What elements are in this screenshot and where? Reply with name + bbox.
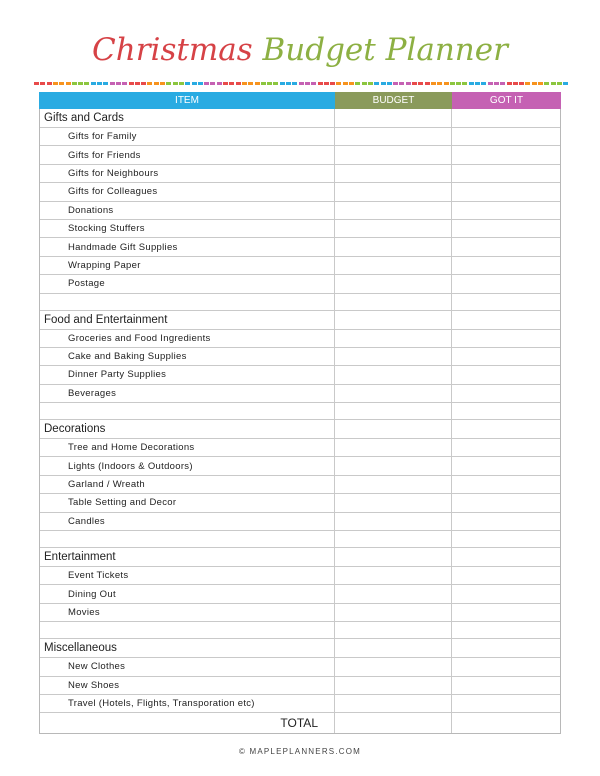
- item-row: [40, 330, 560, 348]
- budget-cell[interactable]: [335, 604, 452, 621]
- divider-dot: [141, 82, 146, 85]
- got-it-cell[interactable]: [452, 677, 560, 694]
- divider-dot: [557, 82, 562, 85]
- item-row: [40, 202, 560, 220]
- divider-dot: [513, 82, 518, 85]
- divider-dot: [563, 82, 568, 85]
- budget-cell[interactable]: [335, 713, 452, 733]
- divider-dot: [179, 82, 184, 85]
- got-it-cell[interactable]: [452, 457, 560, 474]
- divider-dot: [387, 82, 392, 85]
- budget-cell[interactable]: [335, 622, 452, 638]
- divider-dot: [437, 82, 442, 85]
- got-it-cell[interactable]: [452, 439, 560, 456]
- item-label: Garland / Wreath: [40, 476, 335, 493]
- item-label: Stocking Stuffers: [40, 220, 335, 237]
- divider-dot: [318, 82, 323, 85]
- budget-cell[interactable]: [335, 330, 452, 347]
- budget-cell[interactable]: [335, 403, 452, 419]
- divider-dot: [248, 82, 253, 85]
- budget-cell[interactable]: [335, 420, 452, 438]
- item-label: Beverages: [40, 385, 335, 402]
- divider-dot: [66, 82, 71, 85]
- divider-dot: [469, 82, 474, 85]
- category-label: Food and Entertainment: [40, 311, 335, 329]
- divider-dot: [78, 82, 83, 85]
- divider-dot: [311, 82, 316, 85]
- divider-dot: [47, 82, 52, 85]
- budget-cell[interactable]: [335, 275, 452, 292]
- category-row: [40, 420, 560, 439]
- item-label: Dining Out: [40, 585, 335, 602]
- divider-dot: [223, 82, 228, 85]
- divider-dot: [425, 82, 430, 85]
- divider-dot: [261, 82, 266, 85]
- got-it-cell[interactable]: [452, 183, 560, 200]
- divider-dot: [210, 82, 215, 85]
- divider-dot: [273, 82, 278, 85]
- budget-cell[interactable]: [335, 476, 452, 493]
- divider-dot: [324, 82, 329, 85]
- divider-dot: [305, 82, 310, 85]
- divider-dot: [185, 82, 190, 85]
- category-row: [40, 109, 560, 128]
- budget-cell[interactable]: [335, 439, 452, 456]
- item-label: Tree and Home Decorations: [40, 439, 335, 456]
- item-label: Handmade Gift Supplies: [40, 238, 335, 255]
- got-it-cell[interactable]: [452, 385, 560, 402]
- divider-dot: [551, 82, 556, 85]
- divider-dot: [84, 82, 89, 85]
- divider-dot: [444, 82, 449, 85]
- item-row: [40, 513, 560, 531]
- item-label: [40, 531, 335, 547]
- got-it-cell[interactable]: [452, 658, 560, 675]
- divider-dot: [418, 82, 423, 85]
- divider-dot: [229, 82, 234, 85]
- divider-dot: [494, 82, 499, 85]
- divider-dot: [255, 82, 260, 85]
- budget-cell[interactable]: [335, 220, 452, 237]
- got-it-cell[interactable]: [452, 238, 560, 255]
- divider-dot: [154, 82, 159, 85]
- got-it-cell[interactable]: [452, 604, 560, 621]
- item-row: [40, 494, 560, 512]
- divider-dot: [198, 82, 203, 85]
- divider-dot: [500, 82, 505, 85]
- item-label: New Shoes: [40, 677, 335, 694]
- item-row: [40, 146, 560, 164]
- item-row: [40, 238, 560, 256]
- divider-dot: [456, 82, 461, 85]
- divider-dot: [336, 82, 341, 85]
- item-row: [40, 604, 560, 622]
- item-row: [40, 658, 560, 676]
- footer-credit: © MAPLEPLANNERS.COM: [238, 747, 362, 756]
- item-label: Donations: [40, 202, 335, 219]
- divider-dot: [519, 82, 524, 85]
- category-label: Miscellaneous: [40, 639, 335, 657]
- got-it-cell[interactable]: [452, 420, 560, 438]
- divider-dot: [349, 82, 354, 85]
- budget-cell[interactable]: [335, 695, 452, 712]
- got-it-cell[interactable]: [452, 257, 560, 274]
- title-word-christmas: Christmas: [92, 32, 253, 68]
- divider-dot: [368, 82, 373, 85]
- divider-dot: [173, 82, 178, 85]
- got-it-cell[interactable]: [452, 128, 560, 145]
- divider-dot: [330, 82, 335, 85]
- budget-cell[interactable]: [335, 513, 452, 530]
- divider-dot: [72, 82, 77, 85]
- budget-cell[interactable]: [335, 109, 452, 127]
- item-label: Gifts for Family: [40, 128, 335, 145]
- divider-dot: [286, 82, 291, 85]
- item-row: [40, 439, 560, 457]
- divider-dot: [525, 82, 530, 85]
- item-row: [40, 585, 560, 603]
- got-it-cell[interactable]: [452, 513, 560, 530]
- budget-cell[interactable]: [335, 128, 452, 145]
- budget-cell[interactable]: [335, 348, 452, 365]
- budget-cell[interactable]: [335, 658, 452, 675]
- budget-cell[interactable]: [335, 639, 452, 657]
- divider-dot: [431, 82, 436, 85]
- item-label: [40, 294, 335, 310]
- got-it-cell[interactable]: [452, 109, 560, 127]
- divider-dot: [40, 82, 45, 85]
- divider-dot: [406, 82, 411, 85]
- category-label: Decorations: [40, 420, 335, 438]
- got-it-cell[interactable]: [452, 330, 560, 347]
- divider-dot: [488, 82, 493, 85]
- budget-cell[interactable]: [335, 165, 452, 182]
- item-row: [40, 128, 560, 146]
- table-body: [39, 109, 561, 734]
- divider-dot: [355, 82, 360, 85]
- blank-row: [40, 531, 560, 548]
- item-row: [40, 695, 560, 713]
- category-label: Entertainment: [40, 548, 335, 566]
- item-label: Gifts for Friends: [40, 146, 335, 163]
- divider-dot: [122, 82, 127, 85]
- item-row: [40, 220, 560, 238]
- page-title: [0, 30, 600, 70]
- item-row: [40, 457, 560, 475]
- item-column-header: ITEM: [39, 92, 335, 109]
- got-it-cell[interactable]: [452, 146, 560, 163]
- divider-dot: [91, 82, 96, 85]
- category-row: [40, 548, 560, 567]
- budget-cell[interactable]: [335, 567, 452, 584]
- item-label: [40, 403, 335, 419]
- item-row: [40, 257, 560, 275]
- item-label: Gifts for Neighbours: [40, 165, 335, 182]
- divider-dot: [53, 82, 58, 85]
- title-word-budget-planner: Budget Planner: [262, 32, 508, 68]
- category-row: [40, 311, 560, 330]
- got-it-cell[interactable]: [452, 548, 560, 566]
- table-header: [39, 92, 561, 109]
- item-row: [40, 366, 560, 384]
- got-it-cell[interactable]: [452, 713, 560, 733]
- item-row: [40, 567, 560, 585]
- budget-cell[interactable]: [335, 531, 452, 547]
- budget-cell[interactable]: [335, 238, 452, 255]
- divider-dot: [236, 82, 241, 85]
- budget-cell[interactable]: [335, 548, 452, 566]
- divider-dot: [204, 82, 209, 85]
- item-label: Postage: [40, 275, 335, 292]
- total-label: TOTAL: [40, 713, 335, 733]
- item-label: Wrapping Paper: [40, 257, 335, 274]
- budget-cell[interactable]: [335, 494, 452, 511]
- budget-cell[interactable]: [335, 294, 452, 310]
- got-it-cell[interactable]: [452, 639, 560, 657]
- item-row: [40, 348, 560, 366]
- item-label: Gifts for Colleagues: [40, 183, 335, 200]
- total-row: [40, 713, 560, 733]
- budget-cell[interactable]: [335, 585, 452, 602]
- budget-cell[interactable]: [335, 202, 452, 219]
- divider-dot: [544, 82, 549, 85]
- got-it-cell[interactable]: [452, 220, 560, 237]
- item-row: [40, 677, 560, 695]
- got-it-cell[interactable]: [452, 275, 560, 292]
- divider-dot: [267, 82, 272, 85]
- got-it-cell[interactable]: [452, 622, 560, 638]
- item-row: [40, 183, 560, 201]
- divider-dot: [475, 82, 480, 85]
- budget-cell[interactable]: [335, 457, 452, 474]
- item-label: Groceries and Food Ingredients: [40, 330, 335, 347]
- got-it-cell[interactable]: [452, 294, 560, 310]
- got-it-cell[interactable]: [452, 567, 560, 584]
- item-label: Table Setting and Decor: [40, 494, 335, 511]
- category-label: Gifts and Cards: [40, 109, 335, 127]
- divider-dot: [393, 82, 398, 85]
- got-it-cell[interactable]: [452, 585, 560, 602]
- item-label: New Clothes: [40, 658, 335, 675]
- budget-cell[interactable]: [335, 257, 452, 274]
- divider-dot: [507, 82, 512, 85]
- got-it-cell[interactable]: [452, 311, 560, 329]
- divider-dot: [399, 82, 404, 85]
- divider-dot: [192, 82, 197, 85]
- got-it-cell[interactable]: [452, 494, 560, 511]
- divider-dot: [450, 82, 455, 85]
- item-row: [40, 385, 560, 403]
- divider-dot: [381, 82, 386, 85]
- got-it-cell[interactable]: [452, 165, 560, 182]
- divider-dot: [166, 82, 171, 85]
- divider-dot: [299, 82, 304, 85]
- item-label: Lights (Indoors & Outdoors): [40, 457, 335, 474]
- budget-cell[interactable]: [335, 146, 452, 163]
- divider-dot: [343, 82, 348, 85]
- blank-row: [40, 622, 560, 639]
- got-it-cell[interactable]: [452, 403, 560, 419]
- divider-dot: [103, 82, 108, 85]
- budget-cell[interactable]: [335, 677, 452, 694]
- budget-cell[interactable]: [335, 311, 452, 329]
- divider-dot: [217, 82, 222, 85]
- dotted-divider: [34, 82, 566, 86]
- got-it-cell[interactable]: [452, 695, 560, 712]
- divider-dot: [116, 82, 121, 85]
- item-label: Travel (Hotels, Flights, Transporation etc): [40, 695, 335, 712]
- got-it-cell[interactable]: [452, 531, 560, 547]
- budget-cell[interactable]: [335, 183, 452, 200]
- budget-column-header: BUDGET: [335, 92, 452, 109]
- divider-dot: [412, 82, 417, 85]
- divider-dot: [532, 82, 537, 85]
- item-label: Movies: [40, 604, 335, 621]
- divider-dot: [481, 82, 486, 85]
- divider-dot: [538, 82, 543, 85]
- got-it-column-header: GOT IT: [452, 92, 561, 109]
- budget-table: [39, 92, 561, 734]
- divider-dot: [129, 82, 134, 85]
- budget-cell[interactable]: [335, 385, 452, 402]
- item-row: [40, 275, 560, 293]
- item-label: [40, 622, 335, 638]
- item-label: Event Tickets: [40, 567, 335, 584]
- divider-dot: [462, 82, 467, 85]
- item-label: Dinner Party Supplies: [40, 366, 335, 383]
- divider-dot: [34, 82, 39, 85]
- divider-dot: [59, 82, 64, 85]
- divider-dot: [97, 82, 102, 85]
- item-row: [40, 165, 560, 183]
- divider-dot: [147, 82, 152, 85]
- divider-dot: [374, 82, 379, 85]
- divider-dot: [135, 82, 140, 85]
- item-label: Candles: [40, 513, 335, 530]
- budget-cell[interactable]: [335, 366, 452, 383]
- blank-row: [40, 403, 560, 420]
- divider-dot: [362, 82, 367, 85]
- divider-dot: [160, 82, 165, 85]
- got-it-cell[interactable]: [452, 476, 560, 493]
- category-row: [40, 639, 560, 658]
- item-label: Cake and Baking Supplies: [40, 348, 335, 365]
- got-it-cell[interactable]: [452, 366, 560, 383]
- divider-dot: [292, 82, 297, 85]
- divider-dot: [242, 82, 247, 85]
- item-row: [40, 476, 560, 494]
- blank-row: [40, 294, 560, 311]
- divider-dot: [110, 82, 115, 85]
- divider-dot: [280, 82, 285, 85]
- got-it-cell[interactable]: [452, 348, 560, 365]
- got-it-cell[interactable]: [452, 202, 560, 219]
